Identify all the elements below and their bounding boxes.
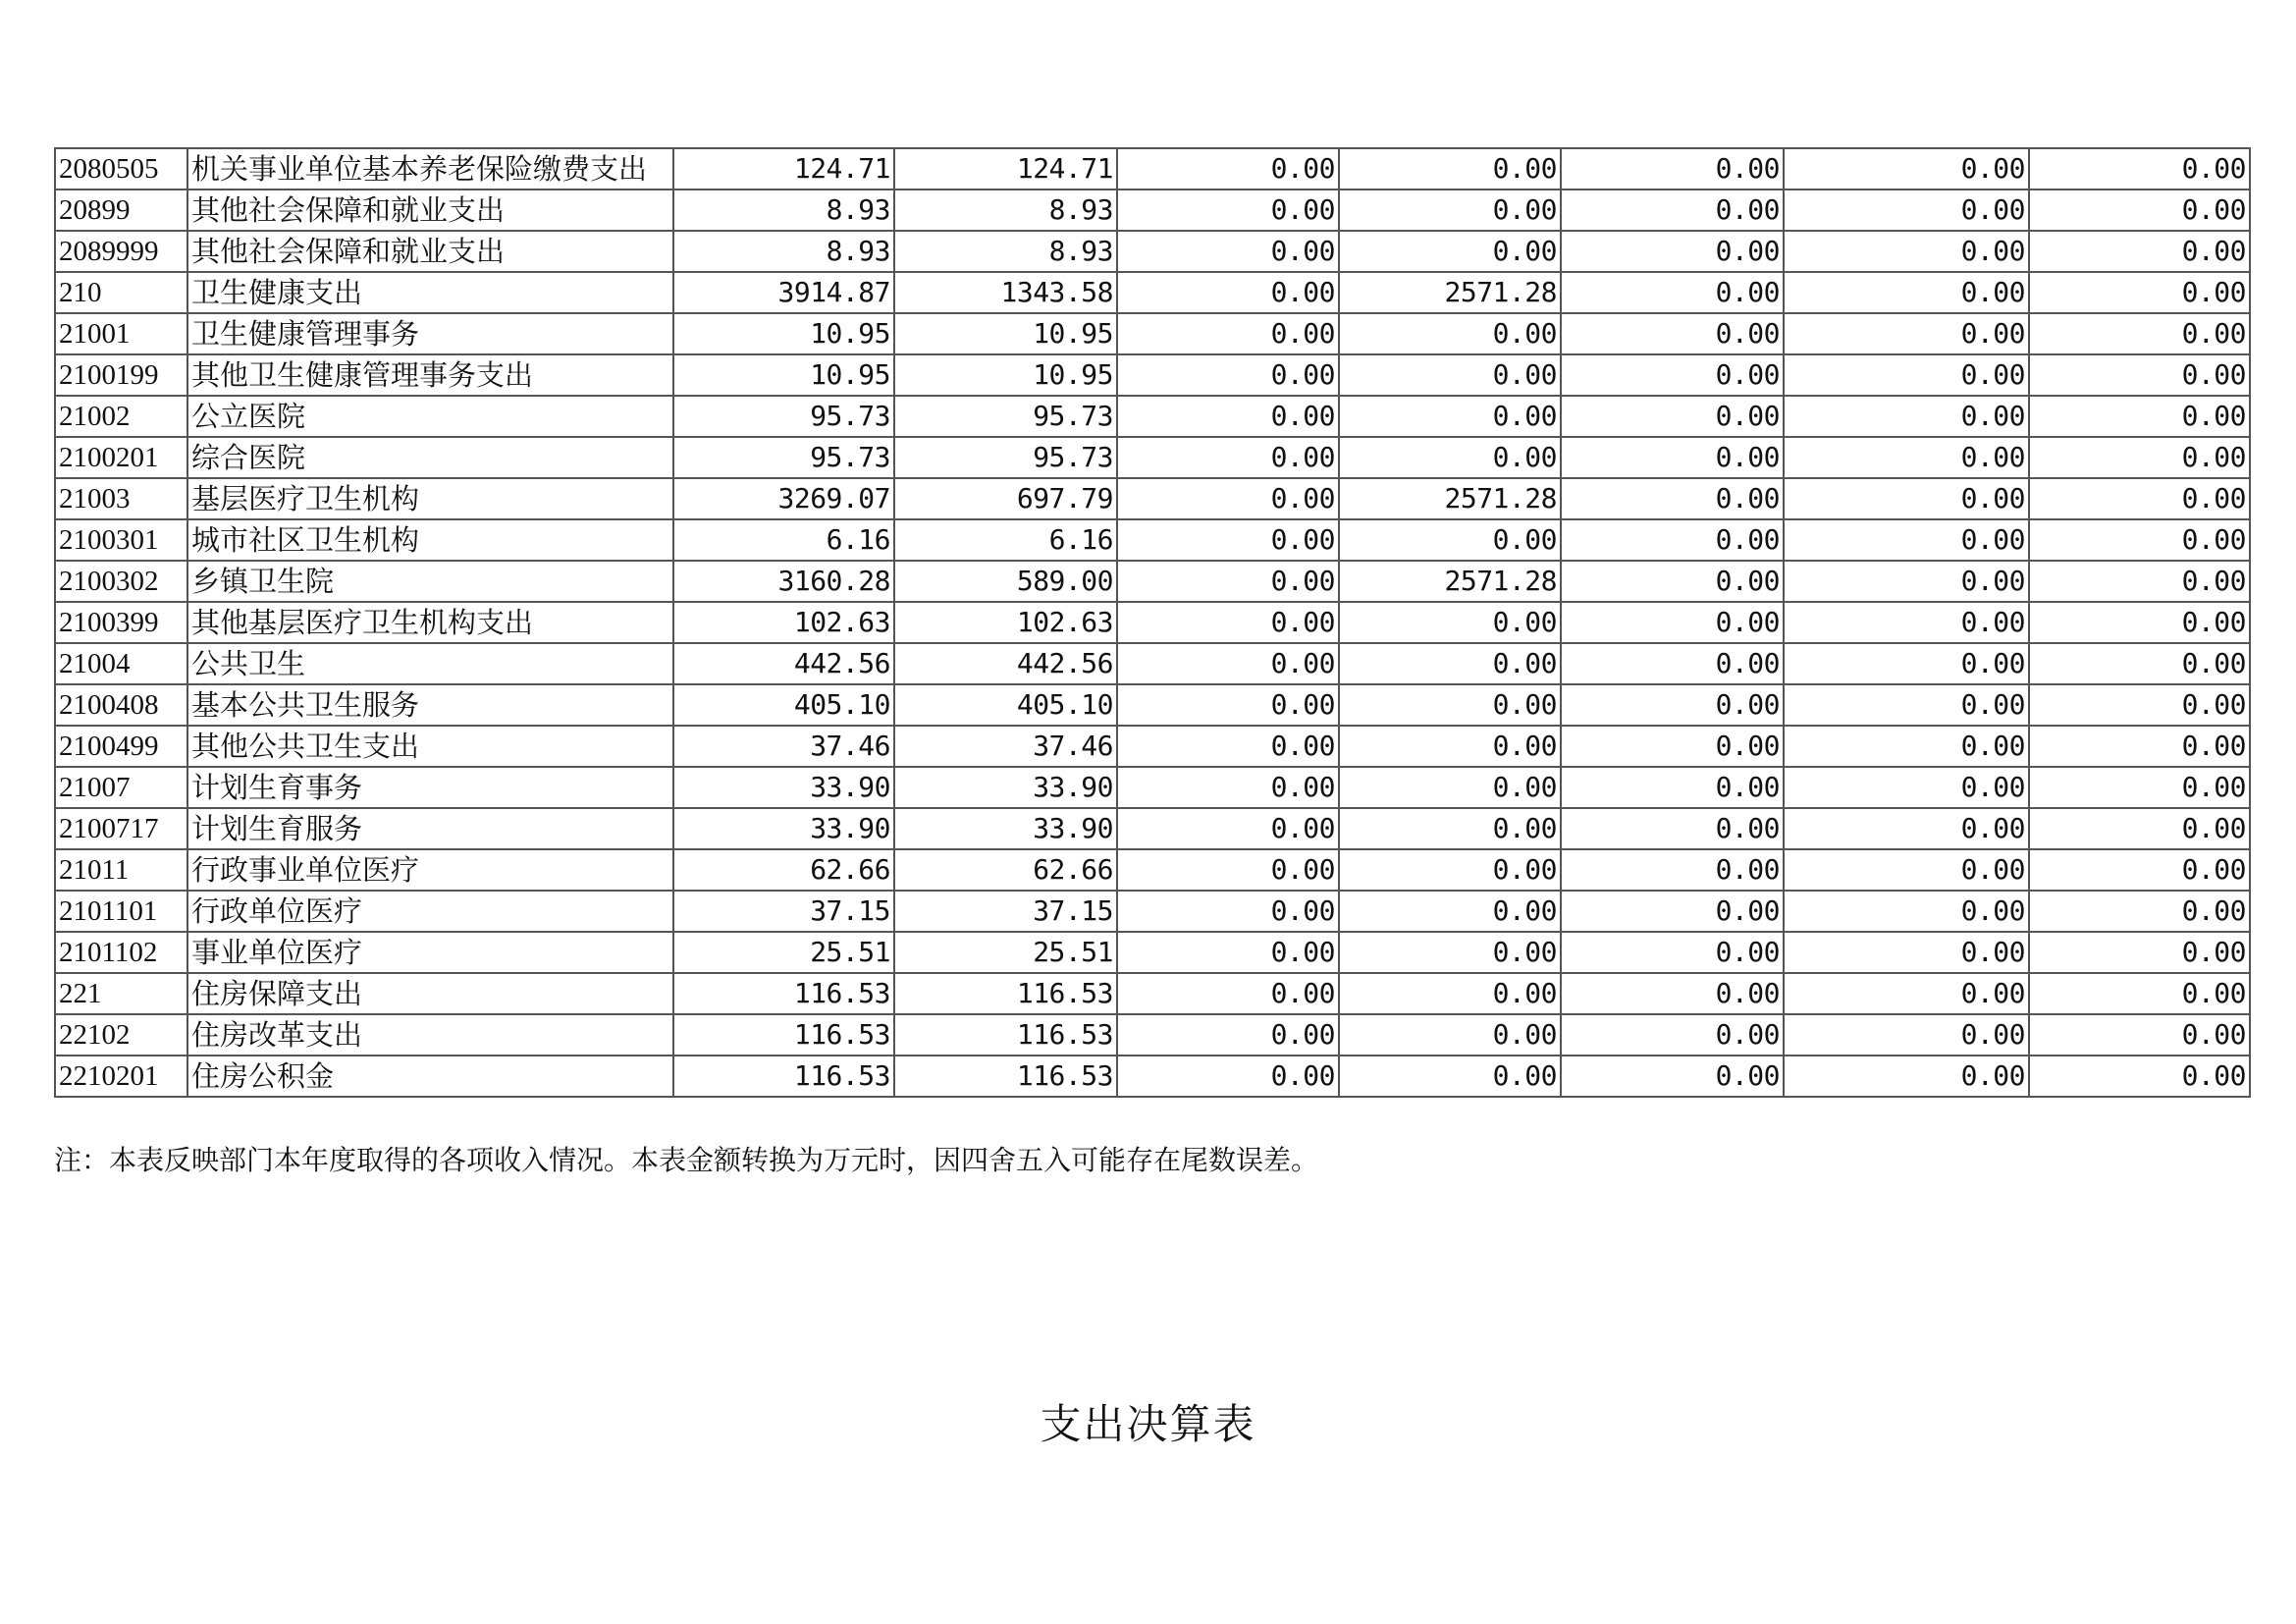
amount-cell: 0.00 (1339, 891, 1561, 932)
subject-name-cell: 公立医院 (187, 396, 673, 437)
subject-code-cell: 21011 (55, 849, 187, 891)
amount-cell: 0.00 (2029, 602, 2250, 643)
amount-cell: 25.51 (673, 932, 894, 973)
amount-cell: 0.00 (1561, 849, 1784, 891)
amount-cell: 102.63 (673, 602, 894, 643)
amount-cell: 116.53 (894, 973, 1117, 1014)
amount-cell: 10.95 (673, 313, 894, 354)
amount-cell: 0.00 (1117, 478, 1339, 519)
amount-cell: 589.00 (894, 561, 1117, 602)
amount-cell: 124.71 (673, 148, 894, 189)
subject-code-cell: 2101102 (55, 932, 187, 973)
amount-cell: 0.00 (1117, 561, 1339, 602)
amount-cell: 0.00 (1339, 849, 1561, 891)
amount-cell: 0.00 (2029, 231, 2250, 272)
amount-cell: 102.63 (894, 602, 1117, 643)
amount-cell: 0.00 (1339, 354, 1561, 396)
subject-name-cell: 其他卫生健康管理事务支出 (187, 354, 673, 396)
amount-cell: 0.00 (1117, 396, 1339, 437)
amount-cell: 0.00 (1339, 519, 1561, 561)
amount-cell: 33.90 (894, 767, 1117, 808)
amount-cell: 0.00 (2029, 808, 2250, 849)
table-footnote: 注：本表反映部门本年度取得的各项收入情况。本表金额转换为万元时，因四舍五入可能存在尾数误差。 (54, 1144, 1319, 1176)
subject-name-cell: 其他社会保障和就业支出 (187, 231, 673, 272)
subject-code-cell: 221 (55, 973, 187, 1014)
amount-cell: 0.00 (1561, 561, 1784, 602)
amount-cell: 37.15 (673, 891, 894, 932)
income-table-body (55, 148, 2250, 1097)
amount-cell: 0.00 (1561, 396, 1784, 437)
amount-cell: 0.00 (2029, 189, 2250, 231)
amount-cell: 0.00 (1339, 767, 1561, 808)
amount-cell: 0.00 (1561, 726, 1784, 767)
amount-cell: 0.00 (1339, 313, 1561, 354)
subject-name-cell: 城市社区卫生机构 (187, 519, 673, 561)
table-row (55, 726, 2250, 767)
amount-cell: 0.00 (1561, 767, 1784, 808)
amount-cell: 405.10 (673, 684, 894, 726)
subject-code-cell: 2080505 (55, 148, 187, 189)
table-row (55, 973, 2250, 1014)
amount-cell: 0.00 (1339, 437, 1561, 478)
amount-cell: 0.00 (1784, 1014, 2029, 1056)
subject-name-cell: 综合医院 (187, 437, 673, 478)
amount-cell: 405.10 (894, 684, 1117, 726)
amount-cell: 0.00 (1117, 231, 1339, 272)
subject-name-cell: 住房保障支出 (187, 973, 673, 1014)
amount-cell: 2571.28 (1339, 561, 1561, 602)
amount-cell: 8.93 (894, 189, 1117, 231)
subject-name-cell: 住房公积金 (187, 1056, 673, 1097)
amount-cell: 0.00 (1784, 1056, 2029, 1097)
amount-cell: 0.00 (1117, 602, 1339, 643)
amount-cell: 0.00 (1117, 354, 1339, 396)
amount-cell: 0.00 (1784, 313, 2029, 354)
amount-cell: 0.00 (1117, 643, 1339, 684)
amount-cell: 116.53 (673, 973, 894, 1014)
amount-cell: 8.93 (894, 231, 1117, 272)
subject-code-cell: 20899 (55, 189, 187, 231)
amount-cell: 0.00 (2029, 148, 2250, 189)
subject-name-cell: 其他社会保障和就业支出 (187, 189, 673, 231)
amount-cell: 0.00 (1561, 891, 1784, 932)
table-row (55, 684, 2250, 726)
amount-cell: 0.00 (1117, 437, 1339, 478)
subject-name-cell: 行政单位医疗 (187, 891, 673, 932)
amount-cell: 0.00 (1561, 437, 1784, 478)
amount-cell: 0.00 (1784, 684, 2029, 726)
table-row (55, 313, 2250, 354)
amount-cell: 0.00 (1561, 684, 1784, 726)
amount-cell: 0.00 (1784, 849, 2029, 891)
amount-cell: 0.00 (1561, 478, 1784, 519)
amount-cell: 0.00 (1561, 602, 1784, 643)
amount-cell: 0.00 (1784, 437, 2029, 478)
table-row (55, 437, 2250, 478)
subject-code-cell: 2100408 (55, 684, 187, 726)
amount-cell: 0.00 (1561, 189, 1784, 231)
amount-cell: 25.51 (894, 932, 1117, 973)
amount-cell: 37.15 (894, 891, 1117, 932)
amount-cell: 10.95 (894, 313, 1117, 354)
amount-cell: 0.00 (2029, 478, 2250, 519)
subject-code-cell: 21002 (55, 396, 187, 437)
subject-code-cell: 22102 (55, 1014, 187, 1056)
amount-cell: 0.00 (1117, 973, 1339, 1014)
amount-cell: 0.00 (1784, 767, 2029, 808)
amount-cell: 0.00 (1784, 643, 2029, 684)
amount-cell: 0.00 (1339, 643, 1561, 684)
amount-cell: 0.00 (1339, 602, 1561, 643)
amount-cell: 0.00 (2029, 519, 2250, 561)
amount-cell: 0.00 (2029, 973, 2250, 1014)
amount-cell: 37.46 (673, 726, 894, 767)
table-row (55, 1014, 2250, 1056)
table-row (55, 561, 2250, 602)
subject-name-cell: 计划生育服务 (187, 808, 673, 849)
amount-cell: 0.00 (1784, 973, 2029, 1014)
amount-cell: 0.00 (1117, 684, 1339, 726)
table-row (55, 1056, 2250, 1097)
amount-cell: 0.00 (1784, 189, 2029, 231)
table-row (55, 932, 2250, 973)
amount-cell: 0.00 (1784, 396, 2029, 437)
amount-cell: 0.00 (1117, 726, 1339, 767)
table-row (55, 767, 2250, 808)
amount-cell: 0.00 (1339, 973, 1561, 1014)
amount-cell: 0.00 (1561, 519, 1784, 561)
table-row (55, 891, 2250, 932)
amount-cell: 0.00 (1117, 1056, 1339, 1097)
subject-code-cell: 2100199 (55, 354, 187, 396)
amount-cell: 33.90 (673, 767, 894, 808)
amount-cell: 0.00 (2029, 396, 2250, 437)
subject-code-cell: 2100302 (55, 561, 187, 602)
subject-code-cell: 21001 (55, 313, 187, 354)
amount-cell: 0.00 (1561, 643, 1784, 684)
amount-cell: 0.00 (1117, 849, 1339, 891)
table-row (55, 354, 2250, 396)
amount-cell: 95.73 (894, 396, 1117, 437)
amount-cell: 0.00 (1117, 519, 1339, 561)
amount-cell: 0.00 (2029, 561, 2250, 602)
amount-cell: 116.53 (673, 1014, 894, 1056)
amount-cell: 0.00 (2029, 726, 2250, 767)
amount-cell: 95.73 (673, 437, 894, 478)
amount-cell: 0.00 (1561, 313, 1784, 354)
amount-cell: 0.00 (1561, 231, 1784, 272)
subject-code-cell: 2089999 (55, 231, 187, 272)
table-row (55, 808, 2250, 849)
amount-cell: 0.00 (1117, 272, 1339, 313)
expenditure-table-title: 支出决算表 (1040, 1400, 1256, 1448)
amount-cell: 697.79 (894, 478, 1117, 519)
subject-name-cell: 其他基层医疗卫生机构支出 (187, 602, 673, 643)
income-table-container (54, 147, 2251, 1098)
amount-cell: 0.00 (1784, 561, 2029, 602)
table-row (55, 602, 2250, 643)
amount-cell: 37.46 (894, 726, 1117, 767)
subject-code-cell: 2100717 (55, 808, 187, 849)
amount-cell: 442.56 (673, 643, 894, 684)
amount-cell: 0.00 (2029, 767, 2250, 808)
amount-cell: 0.00 (1339, 1056, 1561, 1097)
subject-code-cell: 2100499 (55, 726, 187, 767)
amount-cell: 0.00 (1339, 231, 1561, 272)
subject-code-cell: 2100301 (55, 519, 187, 561)
subject-name-cell: 公共卫生 (187, 643, 673, 684)
amount-cell: 10.95 (894, 354, 1117, 396)
subject-code-cell: 2100399 (55, 602, 187, 643)
amount-cell: 0.00 (2029, 437, 2250, 478)
table-row (55, 519, 2250, 561)
amount-cell: 0.00 (1784, 148, 2029, 189)
subject-name-cell: 住房改革支出 (187, 1014, 673, 1056)
subject-name-cell: 乡镇卫生院 (187, 561, 673, 602)
amount-cell: 0.00 (1117, 767, 1339, 808)
amount-cell: 0.00 (1339, 726, 1561, 767)
subject-name-cell: 卫生健康管理事务 (187, 313, 673, 354)
amount-cell: 0.00 (1117, 891, 1339, 932)
amount-cell: 3160.28 (673, 561, 894, 602)
amount-cell: 0.00 (1784, 231, 2029, 272)
amount-cell: 124.71 (894, 148, 1117, 189)
amount-cell: 1343.58 (894, 272, 1117, 313)
subject-code-cell: 2210201 (55, 1056, 187, 1097)
amount-cell: 0.00 (1561, 1014, 1784, 1056)
amount-cell: 116.53 (894, 1014, 1117, 1056)
amount-cell: 62.66 (894, 849, 1117, 891)
amount-cell: 0.00 (1784, 808, 2029, 849)
amount-cell: 10.95 (673, 354, 894, 396)
amount-cell: 0.00 (1784, 932, 2029, 973)
table-row (55, 231, 2250, 272)
amount-cell: 0.00 (1561, 973, 1784, 1014)
amount-cell: 95.73 (673, 396, 894, 437)
amount-cell: 0.00 (1339, 189, 1561, 231)
subject-code-cell: 21004 (55, 643, 187, 684)
amount-cell: 62.66 (673, 849, 894, 891)
amount-cell: 0.00 (1784, 726, 2029, 767)
table-row (55, 148, 2250, 189)
amount-cell: 0.00 (2029, 684, 2250, 726)
amount-cell: 0.00 (2029, 354, 2250, 396)
amount-cell: 0.00 (1561, 932, 1784, 973)
amount-cell: 2571.28 (1339, 272, 1561, 313)
amount-cell: 0.00 (1784, 602, 2029, 643)
amount-cell: 0.00 (2029, 1056, 2250, 1097)
subject-name-cell: 行政事业单位医疗 (187, 849, 673, 891)
amount-cell: 0.00 (2029, 932, 2250, 973)
amount-cell: 8.93 (673, 189, 894, 231)
amount-cell: 0.00 (2029, 891, 2250, 932)
amount-cell: 0.00 (1339, 808, 1561, 849)
subject-code-cell: 2100201 (55, 437, 187, 478)
amount-cell: 0.00 (1784, 272, 2029, 313)
subject-name-cell: 卫生健康支出 (187, 272, 673, 313)
amount-cell: 0.00 (1561, 354, 1784, 396)
subject-name-cell: 事业单位医疗 (187, 932, 673, 973)
subject-code-cell: 210 (55, 272, 187, 313)
amount-cell: 95.73 (894, 437, 1117, 478)
amount-cell: 0.00 (2029, 1014, 2250, 1056)
subject-name-cell: 计划生育事务 (187, 767, 673, 808)
amount-cell: 0.00 (1561, 272, 1784, 313)
amount-cell: 0.00 (1117, 1014, 1339, 1056)
subject-code-cell: 2101101 (55, 891, 187, 932)
table-row (55, 396, 2250, 437)
amount-cell: 0.00 (1784, 891, 2029, 932)
subject-code-cell: 21003 (55, 478, 187, 519)
income-table (54, 147, 2251, 1098)
subject-name-cell: 基层医疗卫生机构 (187, 478, 673, 519)
subject-code-cell: 21007 (55, 767, 187, 808)
amount-cell: 0.00 (1339, 148, 1561, 189)
amount-cell: 8.93 (673, 231, 894, 272)
subject-name-cell: 基本公共卫生服务 (187, 684, 673, 726)
amount-cell: 33.90 (894, 808, 1117, 849)
amount-cell: 0.00 (1784, 478, 2029, 519)
amount-cell: 0.00 (1339, 1014, 1561, 1056)
amount-cell: 6.16 (894, 519, 1117, 561)
amount-cell: 442.56 (894, 643, 1117, 684)
amount-cell: 0.00 (1561, 808, 1784, 849)
amount-cell: 0.00 (1784, 354, 2029, 396)
table-row (55, 643, 2250, 684)
amount-cell: 3914.87 (673, 272, 894, 313)
amount-cell: 6.16 (673, 519, 894, 561)
amount-cell: 0.00 (1117, 808, 1339, 849)
amount-cell: 0.00 (2029, 313, 2250, 354)
amount-cell: 0.00 (1561, 1056, 1784, 1097)
amount-cell: 0.00 (1117, 932, 1339, 973)
table-row (55, 478, 2250, 519)
amount-cell: 0.00 (1339, 396, 1561, 437)
table-row (55, 272, 2250, 313)
amount-cell: 0.00 (1117, 148, 1339, 189)
amount-cell: 0.00 (1117, 313, 1339, 354)
table-row (55, 189, 2250, 231)
amount-cell: 0.00 (1339, 684, 1561, 726)
table-row (55, 849, 2250, 891)
amount-cell: 0.00 (1117, 189, 1339, 231)
amount-cell: 3269.07 (673, 478, 894, 519)
amount-cell: 0.00 (2029, 849, 2250, 891)
amount-cell: 116.53 (673, 1056, 894, 1097)
amount-cell: 33.90 (673, 808, 894, 849)
amount-cell: 0.00 (1561, 148, 1784, 189)
amount-cell: 116.53 (894, 1056, 1117, 1097)
subject-name-cell: 其他公共卫生支出 (187, 726, 673, 767)
amount-cell: 0.00 (2029, 643, 2250, 684)
subject-name-cell: 机关事业单位基本养老保险缴费支出 (187, 148, 673, 189)
amount-cell: 0.00 (2029, 272, 2250, 313)
amount-cell: 0.00 (1784, 519, 2029, 561)
amount-cell: 2571.28 (1339, 478, 1561, 519)
amount-cell: 0.00 (1339, 932, 1561, 973)
